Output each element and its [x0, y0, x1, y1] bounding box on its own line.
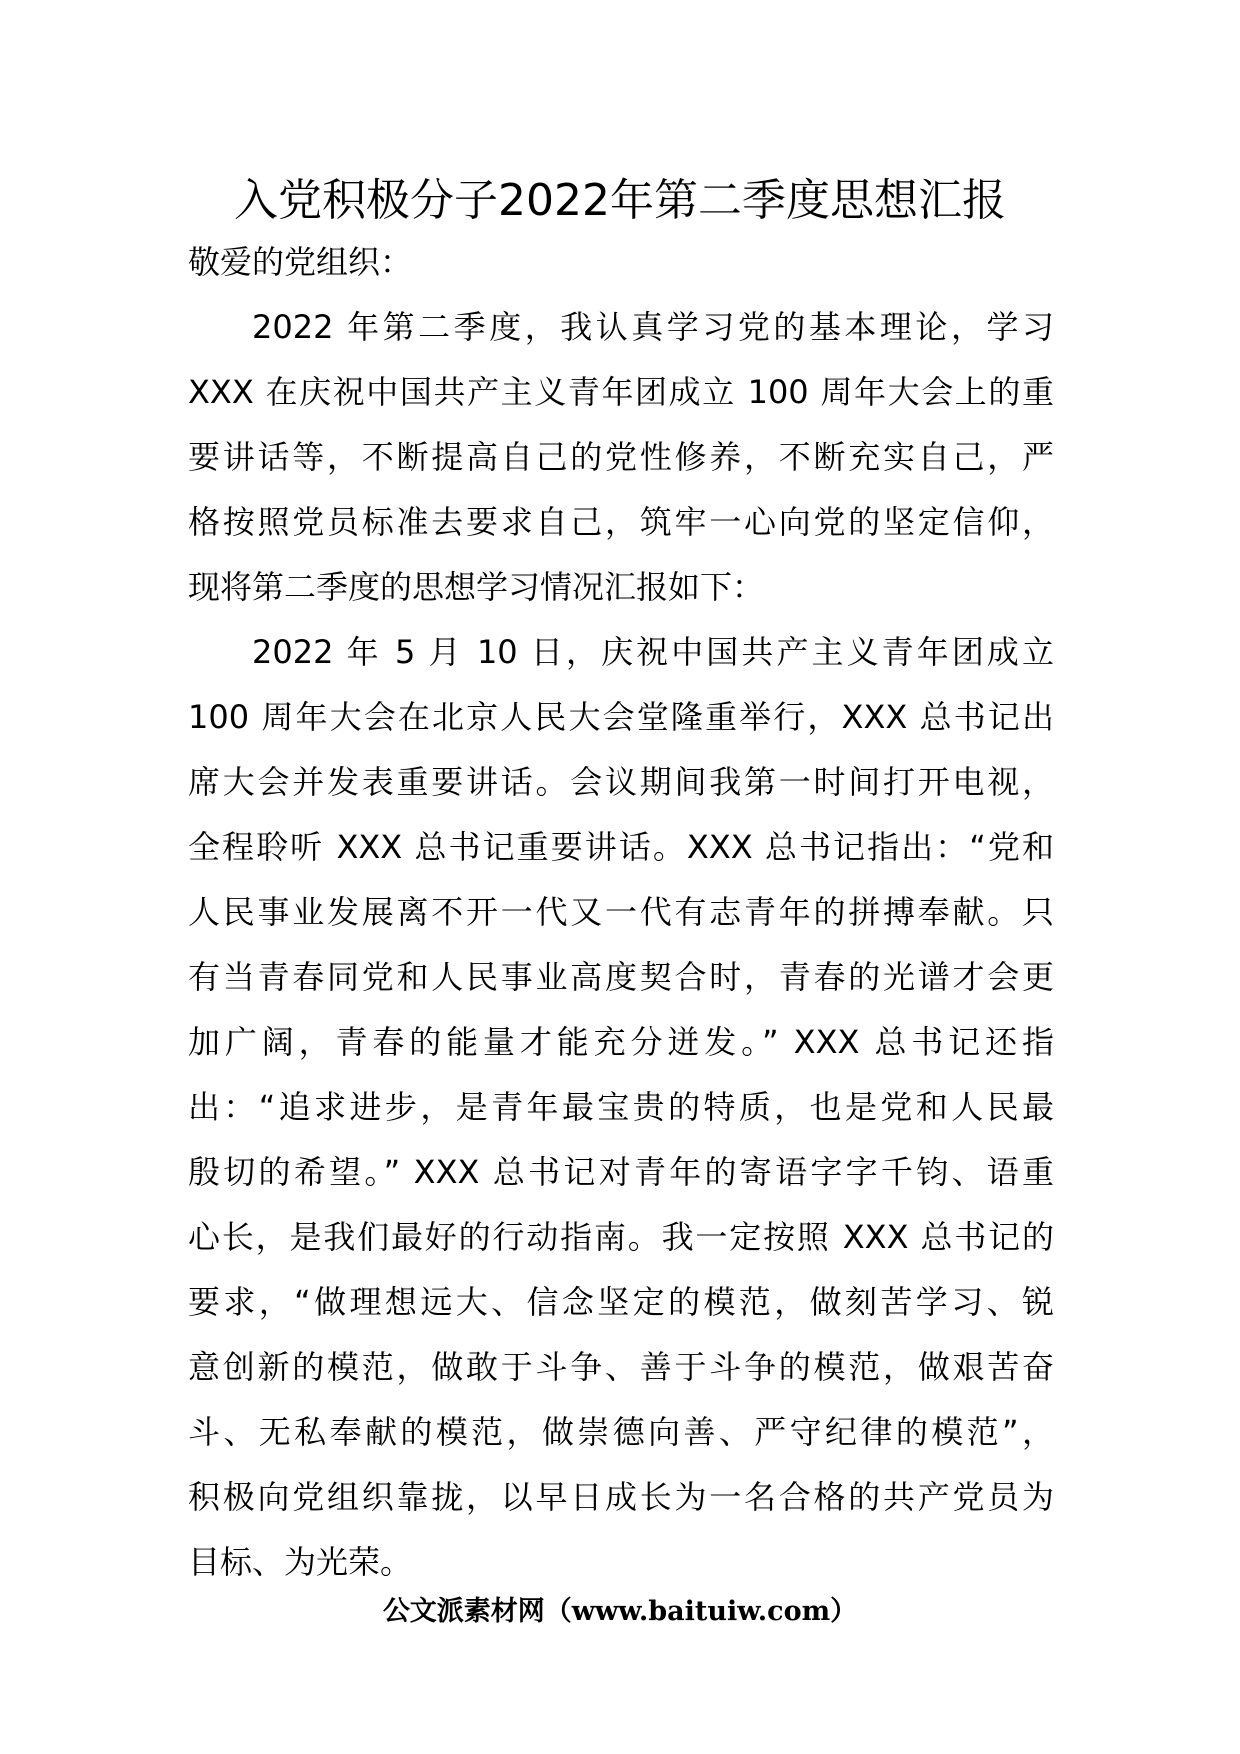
paragraph-line: 心长，是我们最好的行动指南。我一定按照 XXX 总书记的: [188, 1218, 1054, 1256]
paragraph-line: 目标、为光荣。: [188, 1543, 413, 1581]
paragraph-line: 要讲话等，不断提高自己的党性修养，不断充实自己，严: [188, 438, 1054, 476]
paragraph-main: [188, 620, 1054, 1595]
paragraph-line: 积极向党组织靠拢，以早日成长为一名合格的共产党员为: [188, 1478, 1054, 1516]
paragraph-line: 2022 年第二季度，我认真学习党的基本理论，学习: [252, 308, 1054, 346]
paragraph-intro: [188, 295, 1054, 620]
paragraph-line: 人民事业发展离不开一代又一代有志青年的拼搏奉献。只: [188, 893, 1054, 931]
paragraph-line: 殷切的希望。” XXX 总书记对青年的寄语字字千钧、语重: [188, 1153, 1054, 1191]
paragraph-line: 2022 年 5 月 10 日，庆祝中国共产主义青年团成立: [252, 633, 1054, 671]
paragraph-line: 格按照党员标准去要求自己，筑牢一心向党的坚定信仰，: [188, 503, 1054, 541]
paragraph-line: 出：“追求进步，是青年最宝贵的特质，也是党和人民最: [188, 1088, 1054, 1126]
paragraph-line: 有当青春同党和人民事业高度契合时，青春的光谱才会更: [188, 958, 1054, 996]
paragraph-line: XXX 在庆祝中国共产主义青年团成立 100 周年大会上的重: [188, 373, 1054, 411]
footer-source: 公文派素材网（www.baituiw.com）: [382, 1596, 858, 1627]
document-title: 入党积极分子2022年第二季度思想汇报: [234, 175, 1006, 226]
document-body: [188, 230, 1054, 1595]
salutation: 敬爱的党组织：: [188, 243, 413, 281]
paragraph-line: 100 周年大会在北京人民大会堂隆重举行，XXX 总书记出: [188, 698, 1054, 736]
paragraph-line: 全程聆听 XXX 总书记重要讲话。XXX 总书记指出：“党和: [188, 828, 1054, 866]
paragraph-line: 要求，“做理想远大、信念坚定的模范，做刻苦学习、锐: [188, 1283, 1054, 1321]
paragraph-line: 意创新的模范，做敢于斗争、善于斗争的模范，做艰苦奋: [188, 1348, 1054, 1386]
paragraph-line: 现将第二季度的思想学习情况汇报如下：: [188, 568, 765, 606]
paragraph-line: 加广阔，青春的能量才能充分迸发。” XXX 总书记还指: [188, 1023, 1054, 1061]
paragraph-line: 斗、无私奉献的模范，做崇德向善、严守纪律的模范”，: [188, 1413, 1054, 1451]
paragraph-line: 席大会并发表重要讲话。会议期间我第一时间打开电视，: [188, 763, 1054, 801]
